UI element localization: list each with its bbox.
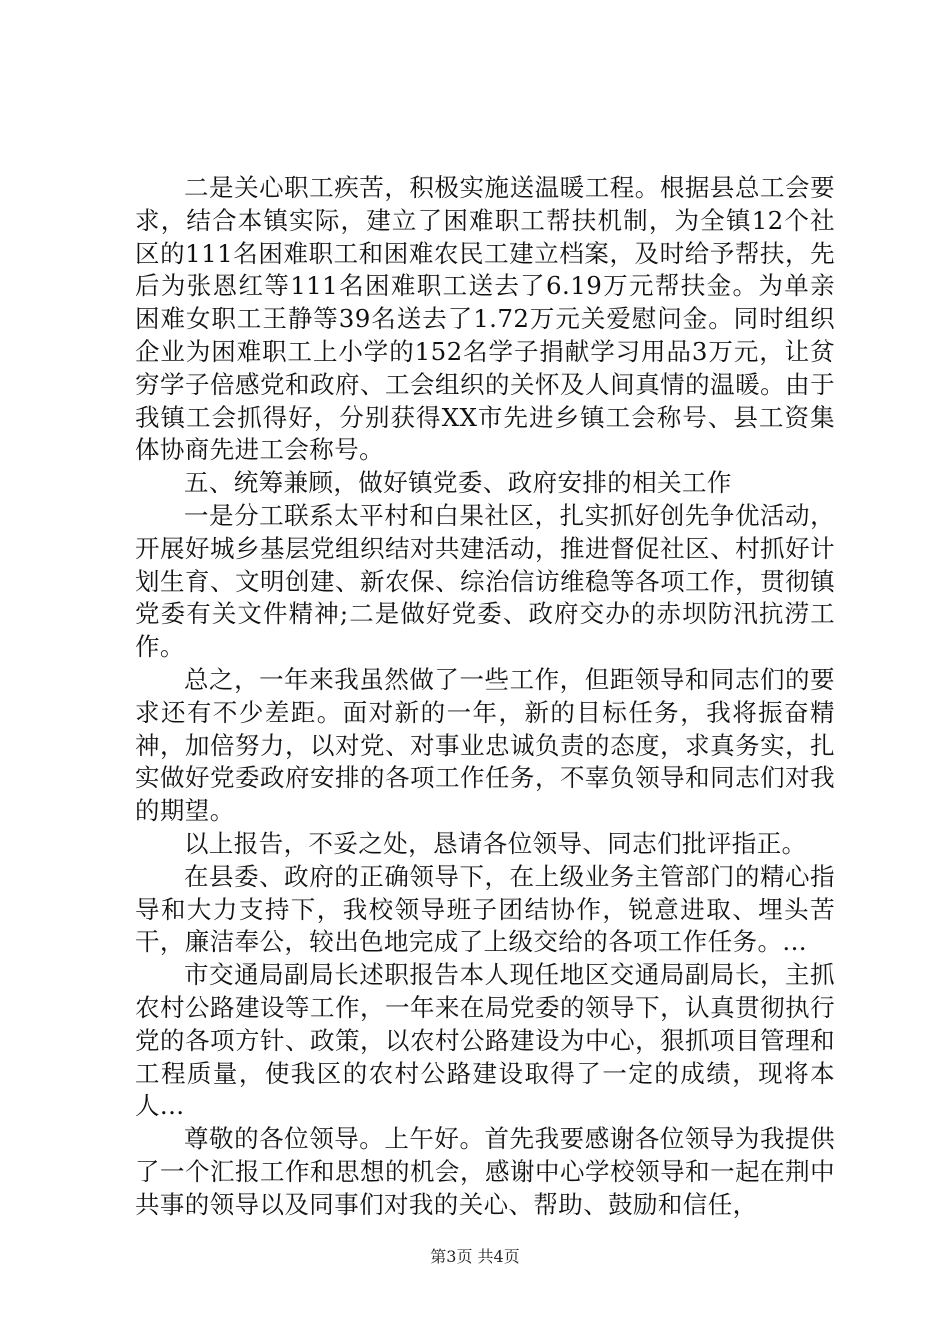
paragraph-excerpt-greeting: 尊敬的各位领导。上午好。首先我要感谢各位领导为我提供了一个汇报工作和思想的机会，感谢中心学校领导和一起在荆中共事的领导以及同事们对我的关心、帮助、鼓励和信任，: [135, 1124, 835, 1219]
page-number-footer: 第3页 共4页: [430, 1247, 520, 1266]
paragraph-excerpt-school: 在县委、政府的正确领导下，在上级业务主管部门的精心指导和大力支持下，我校领导班子团结协作，锐意进取、埋头苦干，廉洁奉公，较出色地完成了上级交给的各项工作任务。...: [135, 861, 835, 957]
paragraph-closing-request: 以上报告，不妥之处，恳请各位领导、同志们批评指正。: [184, 828, 807, 858]
paragraph-excerpt-transport: 市交通局副局长述职报告本人现任地区交通局副局长，主抓农村公路建设等工作，一年来在局党委的领导下，认真贯彻执行党的各项方针、政策，以农村公路建设为中心，狠抓项目管理和工程质量，使我区的农村公路建设取得了一定的成绩，现将本人...: [135, 960, 835, 1121]
paragraph-care-for-workers: 二是关心职工疾苦，积极实施送温暖工程。根据县总工会要求，结合本镇实际，建立了困难职工帮扶机制，为全镇12个社区的111名困难职工和困难农民工建立档案，及时给予帮扶，先后为张恩红等111名困难职工送去了6.19万元帮扶金。为单亲困难女职工王静等39名送去了1.72万元关爱慰问金。同时组织企业为困难职工上小学的152名学子捐献学习用品3万元，让贫穷学子倍感党和政府、工会组织的关怀及人间真情的温暖。由于我镇工会抓得好，分别获得XX市先进乡镇工会称号、县工资集体协商先进工会称号。: [135, 173, 835, 465]
paragraph-community-work: 一是分工联系太平村和白果社区，扎实抓好创先争优活动，开展好城乡基层党组织结对共建活动，推进督促社区、村抓好计划生育、文明创建、新农保、综治信访维稳等各项工作，贯彻镇党委有关文件精神;二是做好党委、政府交办的赤坝防汛抗涝工作。: [135, 500, 835, 662]
section-heading-five: 五、统筹兼顾，做好镇党委、政府安排的相关工作: [184, 468, 732, 498]
paragraph-summary: 总之，一年来我虽然做了一些工作，但距领导和同志们的要求还有不少差距。面对新的一年，新的目标任务，我将振奋精神，加倍努力，以对党、对事业忠诚负责的态度，求真务实，扎实做好党委政府安排的各项工作任务，不辜负领导和同志们对我的期望。: [135, 664, 835, 826]
document-body: [135, 172, 835, 1222]
